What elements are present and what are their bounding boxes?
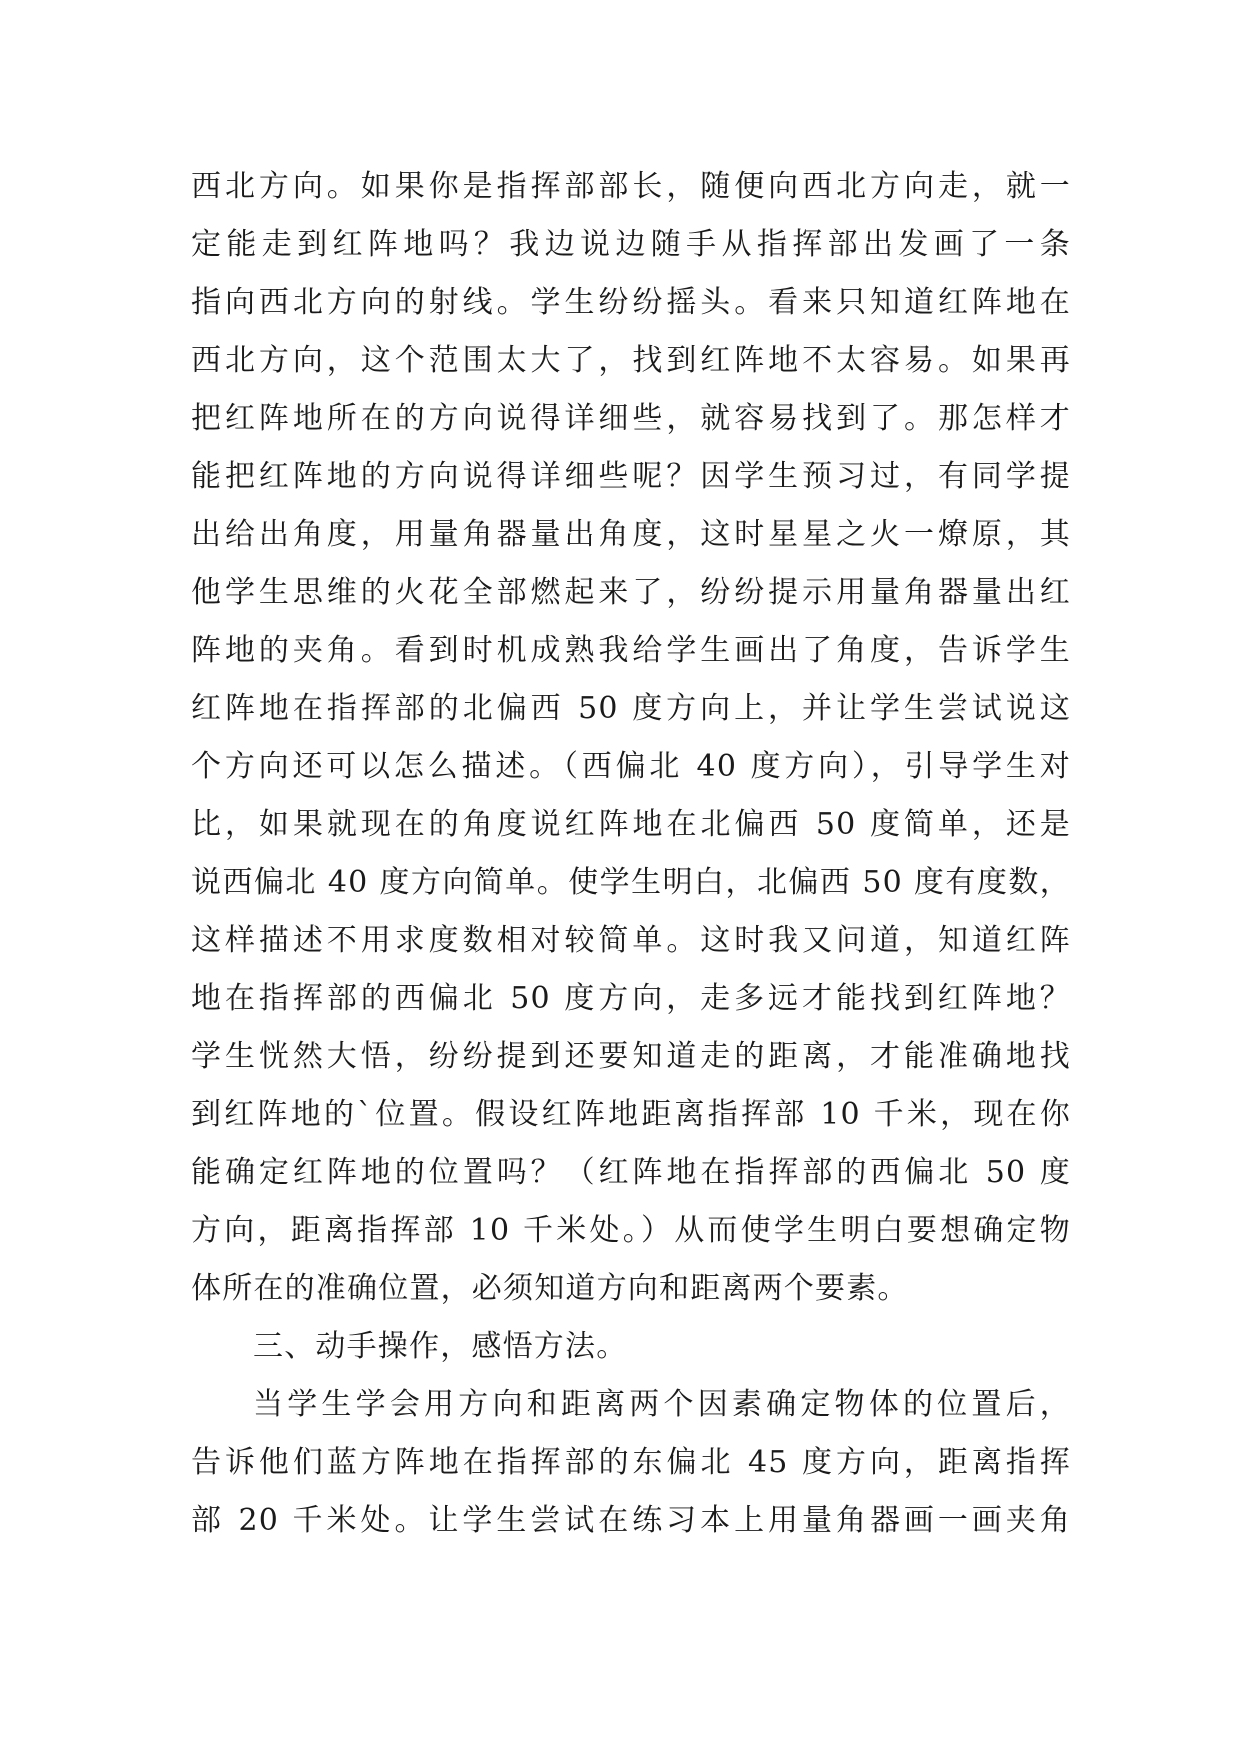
text-line: 这样描述不用求度数相对较简单。这时我又问道，知道红阵 xyxy=(191,923,1071,958)
text-line: 当学生学会用方向和距离两个因素确定物体的位置后， xyxy=(253,1387,1071,1422)
text-line: 地在指挥部的西偏北 50 度方向，走多远才能找到红阵地？ xyxy=(191,981,1071,1016)
text-line: 说西偏北 40 度方向简单。使学生明白，北偏西 50 度有度数， xyxy=(191,865,1071,900)
text-line: 方向，距离指挥部 10 千米处。）从而使学生明白要想确定物 xyxy=(191,1213,1071,1248)
text-line: 指向西北方向的射线。学生纷纷摇头。看来只知道红阵地在 xyxy=(191,285,1071,320)
text-line: 出给出角度，用量角器量出角度，这时星星之火一燎原，其 xyxy=(191,517,1071,552)
text-line: 体所在的准确位置，必须知道方向和距离两个要素。 xyxy=(191,1271,909,1306)
text-line: 学生恍然大悟，纷纷提到还要知道走的距离，才能准确地找 xyxy=(191,1039,1071,1074)
body-text xyxy=(191,158,1071,1550)
text-line: 能把红阵地的方向说得详细些呢？因学生预习过，有同学提 xyxy=(191,459,1071,494)
text-line: 部 20 千米处。让学生尝试在练习本上用量角器画一画夹角 xyxy=(191,1503,1071,1538)
text-line: 把红阵地所在的方向说得详细些，就容易找到了。那怎样才 xyxy=(191,401,1071,436)
section-heading: 三、动手操作，感悟方法。 xyxy=(253,1329,628,1364)
text-line: 西北方向。如果你是指挥部部长，随便向西北方向走，就一 xyxy=(191,169,1071,204)
text-line: 个方向还可以怎么描述。（西偏北 40 度方向），引导学生对 xyxy=(191,749,1071,784)
text-line: 西北方向，这个范围太大了，找到红阵地不太容易。如果再 xyxy=(191,343,1071,378)
text-line: 到红阵地的`位置。假设红阵地距离指挥部 10 千米，现在你 xyxy=(191,1097,1071,1132)
text-line: 比，如果就现在的角度说红阵地在北偏西 50 度简单，还是 xyxy=(191,807,1071,842)
text-line: 阵地的夹角。看到时机成熟我给学生画出了角度，告诉学生 xyxy=(191,633,1071,668)
text-line: 红阵地在指挥部的北偏西 50 度方向上，并让学生尝试说这 xyxy=(191,691,1071,726)
text-line: 告诉他们蓝方阵地在指挥部的东偏北 45 度方向，距离指挥 xyxy=(191,1445,1071,1480)
text-line: 他学生思维的火花全部燃起来了，纷纷提示用量角器量出红 xyxy=(191,575,1071,610)
text-line: 能确定红阵地的位置吗？（红阵地在指挥部的西偏北 50 度 xyxy=(191,1155,1071,1190)
text-line: 定能走到红阵地吗？我边说边随手从指挥部出发画了一条 xyxy=(191,227,1071,262)
